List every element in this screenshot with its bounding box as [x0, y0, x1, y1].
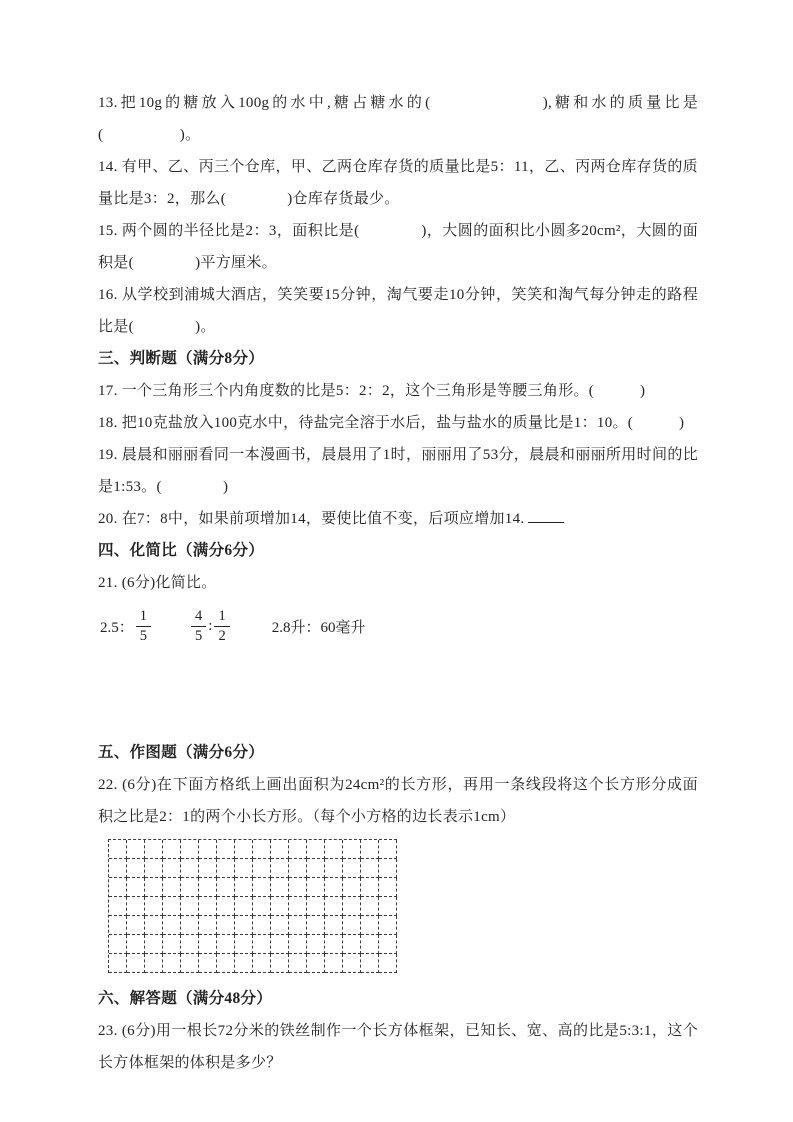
grid-cell: [217, 916, 235, 935]
grid-cell: [307, 935, 325, 954]
grid-cell: [343, 840, 361, 859]
grid-cell: [235, 859, 253, 878]
grid-cell: [325, 916, 343, 935]
grid-cell: [379, 859, 397, 878]
grid-cell: [343, 859, 361, 878]
grid-cell: [379, 878, 397, 897]
grid-cell: [199, 916, 217, 935]
grid-cell: [145, 916, 163, 935]
grid-cell: [199, 935, 217, 954]
fraction-denominator: 5: [139, 627, 148, 644]
grid-cell: [235, 878, 253, 897]
grid-cell: [325, 935, 343, 954]
grid-cell: [199, 954, 217, 973]
grid-cell: [379, 916, 397, 935]
fraction-denominator: 2: [218, 627, 226, 644]
fraction-numerator: 1: [136, 608, 151, 627]
grid-cell: [145, 935, 163, 954]
grid-cell: [307, 897, 325, 916]
section-drawing-heading: 五、作图题（满分6分）: [98, 744, 265, 761]
grid-cell: [271, 916, 289, 935]
grid-cell: [325, 897, 343, 916]
grid-cell: [145, 840, 163, 859]
grid-cell: [181, 954, 199, 973]
grid-cell: [253, 859, 271, 878]
grid-cell: [271, 897, 289, 916]
grid-cell: [289, 840, 307, 859]
grid-cell: [163, 840, 181, 859]
grid-cell: [145, 859, 163, 878]
grid-cell: [325, 840, 343, 859]
grid-cell: [253, 916, 271, 935]
grid-cell: [253, 878, 271, 897]
expression-1: [100, 608, 153, 644]
question-18: 18. 把10克盐放入100克水中，待盐完全溶于水后，盐与盐水的质量比是1：10。( ): [98, 415, 685, 431]
grid-cell: [163, 897, 181, 916]
grid-cell: [235, 954, 253, 973]
fraction-4-5: [191, 608, 206, 644]
grid-paper: [108, 839, 397, 973]
fraction-numerator: 4: [191, 608, 206, 627]
grid-cell: [253, 935, 271, 954]
grid-cell: [127, 878, 145, 897]
grid-cell: [217, 897, 235, 916]
grid-cell: [127, 954, 145, 973]
grid-cell: [361, 878, 379, 897]
fraction-1-5: [136, 608, 151, 644]
ratio-colon: :: [208, 617, 213, 634]
question-17: 17. 一个三角形三个内角度数的比是5：2：2，这个三角形是等腰三角形。( ): [98, 383, 646, 399]
grid-cell: [361, 954, 379, 973]
grid-cell: [379, 897, 397, 916]
fraction-1-2: [214, 608, 229, 644]
grid-cell: [307, 859, 325, 878]
grid-cell: [145, 878, 163, 897]
grid-cell: [127, 840, 145, 859]
grid-cell: [379, 954, 397, 973]
grid-cell: [289, 954, 307, 973]
grid-cell: [325, 878, 343, 897]
grid-cell: [289, 897, 307, 916]
question-22: 22. (6分)在下面方格纸上画出面积为24cm²的长方形，再用一条线段将这个长方形分成面积之比是2：1的两个小长方形。（每个小方格的边长表示1cm）: [98, 777, 698, 825]
question-20: [98, 503, 698, 535]
grid-cell: [271, 878, 289, 897]
grid-cell: [289, 916, 307, 935]
grid-cell: [235, 935, 253, 954]
grid-cell: [271, 954, 289, 973]
grid-cell: [361, 916, 379, 935]
grid-cell: [307, 954, 325, 973]
grid-cell: [343, 916, 361, 935]
grid-cell: [253, 840, 271, 859]
grid-cell: [271, 859, 289, 878]
grid-cell: [163, 916, 181, 935]
grid-cell: [181, 916, 199, 935]
expression-3: 2.8升：60毫升: [271, 619, 366, 636]
grid-cell: [181, 897, 199, 916]
grid-cell: [109, 840, 127, 859]
grid-cell: [163, 878, 181, 897]
grid-cell: [163, 935, 181, 954]
grid-cell: [271, 840, 289, 859]
question-19: 19. 晨晨和丽丽看同一本漫画书，晨晨用了1时，丽丽用了53分，晨晨和丽丽所用时间的比是1:53。( ): [98, 447, 698, 495]
grid-cell: [361, 840, 379, 859]
grid-cell: [271, 935, 289, 954]
grid-cell: [127, 897, 145, 916]
grid-cell: [199, 878, 217, 897]
expression-2: [189, 608, 232, 644]
question-15: 15. 两个圆的半径比是2：3，面积比是( )，大圆的面积比小圆多20cm²，大圆的面积是( )平方厘米。: [98, 223, 698, 271]
grid-cell: [343, 935, 361, 954]
grid-cell: [289, 859, 307, 878]
expression-1-lead: 2.5：: [100, 619, 134, 636]
grid-cell: [199, 897, 217, 916]
grid-cell: [163, 859, 181, 878]
grid-cell: [145, 897, 163, 916]
section-judge-heading: 三、判断题（满分8分）: [98, 350, 265, 367]
grid-cell: [199, 840, 217, 859]
question-13: 13.把10g的糖放入100g的水中,糖占糖水的( ),糖和水的质量比是( )。: [98, 95, 698, 143]
fraction-numerator: 1: [214, 608, 229, 627]
grid-cell: [109, 878, 127, 897]
grid-cell: [181, 840, 199, 859]
question-14: 14. 有甲、乙、丙三个仓库，甲、乙两仓库存货的质量比是5：11，乙、丙两仓库存货的质量比是3：2，那么( )仓库存货最少。: [98, 159, 698, 207]
grid-cell: [343, 897, 361, 916]
grid-cell: [253, 954, 271, 973]
question-20-text: 20. 在7：8中，如果前项增加14，要使比值不变，后项应增加14.: [98, 511, 525, 527]
grid-cell: [127, 935, 145, 954]
answer-blank-line: [528, 508, 564, 523]
grid-cell: [307, 840, 325, 859]
grid-cell: [145, 954, 163, 973]
grid-cell: [127, 859, 145, 878]
grid-cell: [361, 935, 379, 954]
grid-cell: [325, 954, 343, 973]
section-simplify-heading: 四、化简比（满分6分）: [98, 542, 265, 559]
grid-cell: [109, 859, 127, 878]
grid-cell: [181, 878, 199, 897]
grid-cell: [127, 916, 145, 935]
grid-cell: [217, 840, 235, 859]
grid-cell: [109, 897, 127, 916]
grid-cell: [217, 954, 235, 973]
grid-cell: [235, 897, 253, 916]
grid-cell: [307, 878, 325, 897]
grid-cell: [325, 859, 343, 878]
grid-cell: [109, 954, 127, 973]
question-23: 23. (6分)用一根长72分米的铁丝制作一个长方体框架，已知长、宽、高的比是5:3:1，这个长方体框架的体积是多少？: [98, 1023, 698, 1071]
grid-cell: [235, 840, 253, 859]
grid-cell: [379, 840, 397, 859]
grid-cell: [163, 954, 181, 973]
grid-cell: [289, 935, 307, 954]
question-21: 21. (6分)化简比。: [98, 575, 217, 591]
grid-cell: [181, 859, 199, 878]
grid-cell: [289, 878, 307, 897]
grid-cell: [217, 859, 235, 878]
fraction-denominator: 5: [195, 627, 203, 644]
grid-cell: [235, 916, 253, 935]
grid-cell: [343, 878, 361, 897]
grid-cell: [109, 935, 127, 954]
grid-cell: [199, 859, 217, 878]
section-solve-heading: 六、解答题（满分48分）: [98, 990, 273, 1007]
grid-cell: [217, 878, 235, 897]
grid-cell: [217, 935, 235, 954]
grid-cell: [361, 859, 379, 878]
grid-cell: [361, 897, 379, 916]
question-16: 16. 从学校到浦城大酒店，笑笑要15分钟，淘气要走10分钟，笑笑和淘气每分钟走的路程比是( )。: [98, 287, 698, 335]
grid-cell: [307, 916, 325, 935]
grid-cell: [109, 916, 127, 935]
grid-cell: [181, 935, 199, 954]
simplify-expressions: [100, 601, 698, 651]
grid-cell: [253, 897, 271, 916]
grid-cell: [343, 954, 361, 973]
grid-cell: [379, 935, 397, 954]
